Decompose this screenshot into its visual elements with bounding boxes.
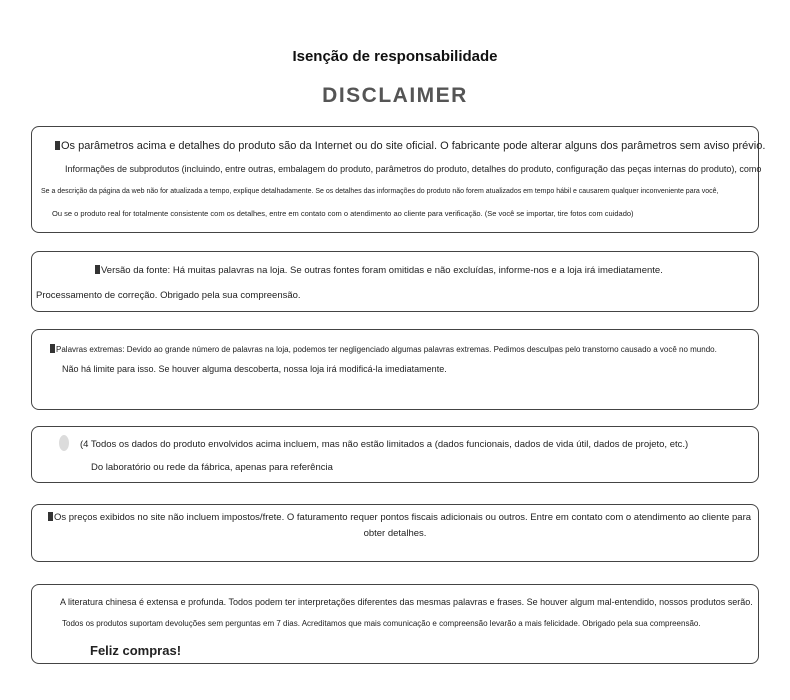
box3-line2: Não há limite para isso. Se houver alguma descoberta, nossa loja irá modificá-la imediatamente.: [62, 364, 447, 374]
box4-line2: Do laboratório ou rede da fábrica, apenas para referência: [91, 462, 333, 473]
disclaimer-box-font: [31, 251, 759, 312]
box5-line2: obter detalhes.: [363, 528, 427, 539]
bullet-icon: [95, 265, 100, 274]
box6-line2: Todos os produtos suportam devoluções sem perguntas em 7 dias. Acreditamos que mais comunicação e compreensão levarão a mais felicidade. Obrigado pela sua compreensão.: [62, 619, 701, 628]
box1-line3: Se a descrição da página da web não for atualizada a tempo, explique detalhadamente. Se os detalhes das informações do produto não forem atualizados em tempo hábil e causarem qualquer inconveniente para você,: [41, 188, 719, 195]
box6-line1: A literatura chinesa é extensa e profunda. Todos podem ter interpretações diferentes das mesmas palavras e frases. Se houver algum mal-entendido, nossos produtos serão.: [60, 597, 753, 607]
box3-line1: Palavras extremas: Devido ao grande número de palavras na loja, podemos ter negligenciado algumas palavras extremas. Pedimos desculpas pelo transtorno causado a você no mundo.: [50, 344, 717, 354]
page-title: Isenção de responsabilidade: [292, 48, 498, 65]
box1-line4: Ou se o produto real for totalmente consistente com os detalhes, entre em contato com o atendimento ao cliente para verificação. (Se você se importar, tire fotos com cuidado): [52, 209, 634, 218]
bullet-icon: [50, 344, 55, 353]
box2-line2: Processamento de correção. Obrigado pela sua compreensão.: [36, 290, 301, 301]
disclaimer-box-product-data: [31, 426, 759, 483]
box2-line1: Versão da fonte: Há muitas palavras na loja. Se outras fontes foram omitidas e não excluídas, informe-nos e a loja irá imediatamente.: [95, 265, 663, 276]
box1-line1: Os parâmetros acima e detalhes do produto são da Internet ou do site oficial. O fabricante pode alterar alguns dos parâmetros sem aviso prévio.: [55, 140, 765, 152]
page-subtitle: DISCLAIMER: [322, 84, 468, 107]
box1-line2: Informações de subprodutos (incluindo, entre outras, embalagem do produto, parâmetros do produto, detalhes do produto, configuração das peças internas do produto), como: [65, 164, 762, 174]
box4-line1: (4 Todos os dados do produto envolvidos acima incluem, mas não estão limitados a (dados funcionais, dados de vida útil, dados de projeto, etc.): [80, 439, 689, 450]
bullet-icon: [55, 141, 60, 150]
bullet-icon: [48, 512, 53, 521]
circle-mark-icon: [59, 435, 69, 451]
box5-line1: Os preços exibidos no site não incluem impostos/frete. O faturamento requer pontos fiscais adicionais ou outros. Entre em contato com o atendimento ao cliente para: [48, 512, 751, 523]
closing-message: Feliz compras!: [90, 643, 182, 658]
